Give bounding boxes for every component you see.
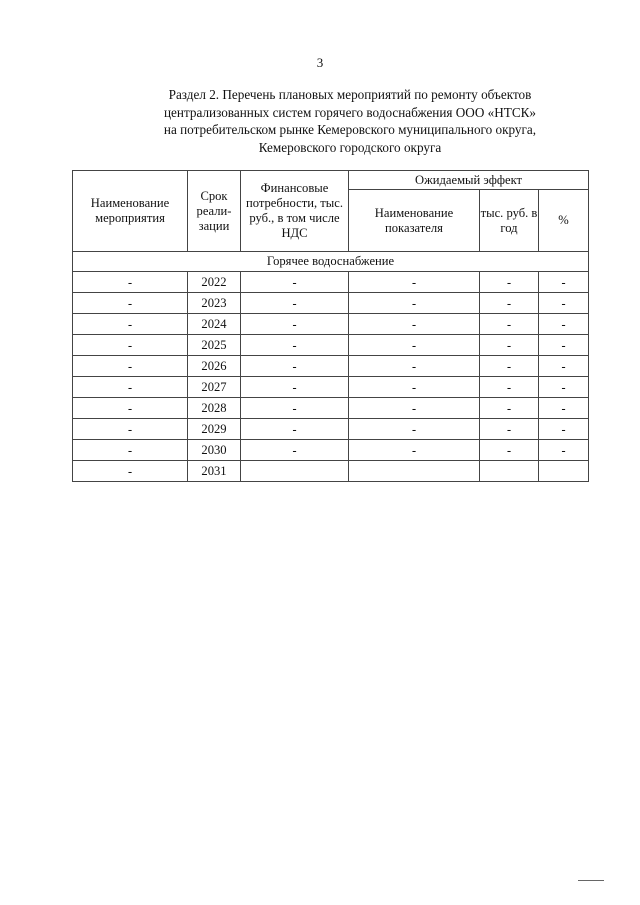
header-effect: Ожидаемый эффект: [349, 171, 589, 190]
cell-finance: -: [241, 293, 349, 314]
cell-year: 2022: [188, 272, 241, 293]
table-row: [73, 314, 589, 335]
cell-indicator: -: [349, 293, 480, 314]
cell-year: 2024: [188, 314, 241, 335]
cell-name: -: [73, 272, 188, 293]
document-title: [60, 86, 640, 156]
cell-percent: [539, 461, 589, 482]
cell-percent: -: [539, 335, 589, 356]
cell-finance: [241, 461, 349, 482]
cell-thousand: -: [480, 272, 539, 293]
cell-thousand: -: [480, 398, 539, 419]
cell-thousand: -: [480, 419, 539, 440]
cell-indicator: -: [349, 398, 480, 419]
cell-year: 2029: [188, 419, 241, 440]
cell-finance: -: [241, 335, 349, 356]
cell-thousand: [480, 461, 539, 482]
cell-indicator: [349, 461, 480, 482]
cell-name: -: [73, 398, 188, 419]
cell-year: 2023: [188, 293, 241, 314]
table-row: [73, 440, 589, 461]
cell-thousand: -: [480, 314, 539, 335]
cell-name: -: [73, 356, 188, 377]
table-row: [73, 335, 589, 356]
cell-finance: -: [241, 440, 349, 461]
table-row: [73, 272, 589, 293]
table-row: [73, 461, 589, 482]
header-name: Наименование мероприятия: [73, 171, 188, 252]
cell-name: -: [73, 419, 188, 440]
cell-thousand: -: [480, 335, 539, 356]
footer-mark: [578, 880, 604, 881]
cell-thousand: -: [480, 293, 539, 314]
cell-indicator: -: [349, 377, 480, 398]
measures-table: [72, 170, 589, 482]
title-line: Раздел 2. Перечень плановых мероприятий по ремонту объектов: [168, 87, 532, 102]
cell-indicator: -: [349, 314, 480, 335]
table-row: [73, 293, 589, 314]
cell-name: -: [73, 440, 188, 461]
cell-year: 2030: [188, 440, 241, 461]
cell-indicator: -: [349, 335, 480, 356]
header-indicator: Наименование показателя: [349, 190, 480, 252]
cell-name: -: [73, 377, 188, 398]
cell-percent: -: [539, 419, 589, 440]
cell-percent: -: [539, 398, 589, 419]
cell-finance: -: [241, 377, 349, 398]
cell-thousand: -: [480, 377, 539, 398]
cell-finance: -: [241, 272, 349, 293]
cell-thousand: -: [480, 440, 539, 461]
cell-percent: -: [539, 293, 589, 314]
title-line: на потребительском рынке Кемеровского муниципального округа,: [163, 122, 537, 137]
cell-indicator: -: [349, 272, 480, 293]
cell-finance: -: [241, 419, 349, 440]
section-label: Горячее водоснабжение: [73, 252, 589, 272]
header-percent: %: [539, 190, 589, 252]
title-line: Кемеровского городского округа: [258, 139, 442, 155]
cell-year: 2026: [188, 356, 241, 377]
cell-year: 2025: [188, 335, 241, 356]
cell-finance: -: [241, 398, 349, 419]
cell-percent: -: [539, 314, 589, 335]
cell-year: 2028: [188, 398, 241, 419]
header-term: Срок реали-зации: [188, 171, 241, 252]
cell-name: -: [73, 335, 188, 356]
table-row: [73, 356, 589, 377]
cell-indicator: -: [349, 419, 480, 440]
cell-name: -: [73, 293, 188, 314]
header-finance: Финансовые потребности, тыс. руб., в том числе НДС: [241, 171, 349, 252]
cell-percent: -: [539, 440, 589, 461]
cell-year: 2027: [188, 377, 241, 398]
cell-finance: -: [241, 356, 349, 377]
cell-thousand: -: [480, 356, 539, 377]
table-row: [73, 377, 589, 398]
cell-name: -: [73, 314, 188, 335]
header-thousand-rub: тыс. руб. в год: [480, 190, 539, 252]
cell-indicator: -: [349, 356, 480, 377]
cell-indicator: -: [349, 440, 480, 461]
table-row: [73, 419, 589, 440]
cell-percent: -: [539, 272, 589, 293]
cell-year: 2031: [188, 461, 241, 482]
page-number: 3: [316, 55, 324, 70]
cell-percent: -: [539, 356, 589, 377]
cell-percent: -: [539, 377, 589, 398]
cell-name: -: [73, 461, 188, 482]
title-line: централизованных систем горячего водоснабжения ООО «НТСК»: [163, 104, 537, 120]
cell-finance: -: [241, 314, 349, 335]
table-row: [73, 398, 589, 419]
